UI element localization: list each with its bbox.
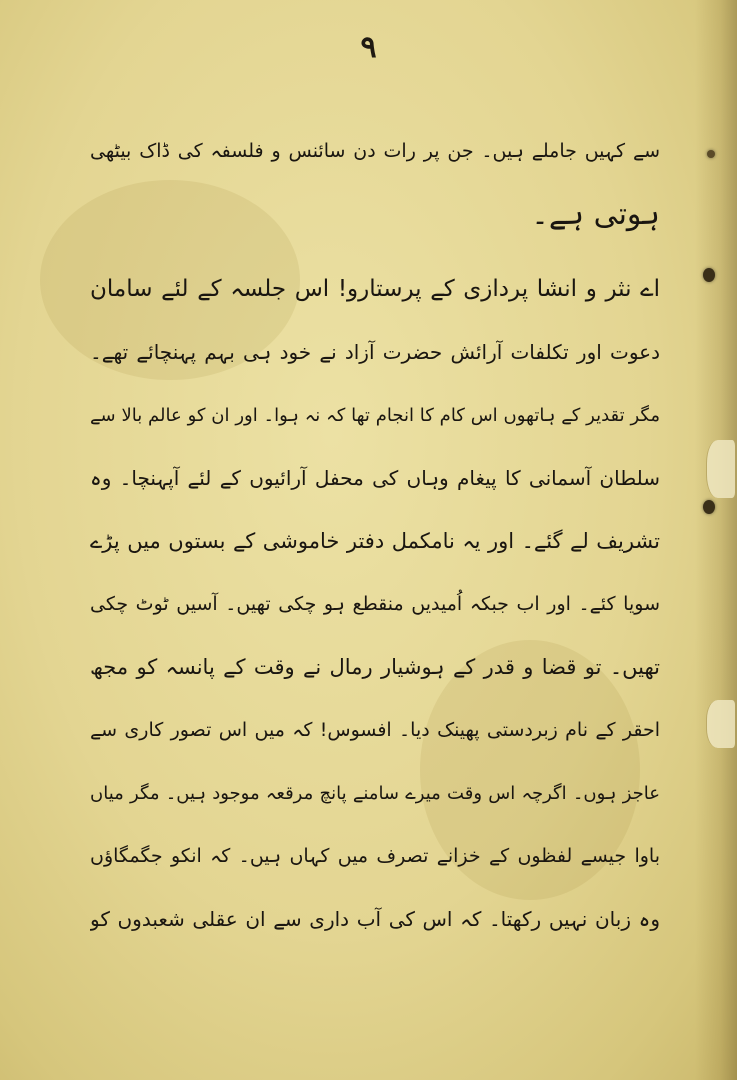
paper-tear <box>706 700 735 748</box>
text-line: سویا کئے۔ اور اب جبکہ اُمیدیں منقطع ہو چکی تھیں۔ آسیں ٹوٹ چکی <box>90 593 660 615</box>
binding-hole <box>707 150 715 158</box>
text-line: تھیں۔ تو قضا و قدر کے ہوشیار رمال نے وقت کے پانسہ کو مجھ <box>90 655 660 679</box>
page-number: ۹ <box>360 30 377 65</box>
page-binding-edge <box>695 0 737 1080</box>
text-line: وہ زبان نہیں رکھتا۔ کہ اس کی آب داری سے ان عقلی شعبدوں کو <box>90 907 660 931</box>
text-line: تشریف لے گئے۔ اور یہ نامکمل دفتر خاموشی کے بستوں میں پڑے <box>90 529 660 553</box>
paper-tear <box>706 440 735 498</box>
text-line: سے کہیں جاملے ہیں۔ جن پر رات دن سائنس و فلسفہ کی ڈاک بیٹھی <box>90 140 660 162</box>
text-line: دعوت اور تکلفات آرائش حضرت آزاد نے خود ہی بہم پہنچائے تھے۔ <box>90 340 660 364</box>
text-line: باوا جیسے لفظوں کے خزانے تصرف میں کہاں ہیں۔ کہ انکو جگمگاؤں <box>90 845 660 867</box>
text-line: عاجز ہوں۔ اگرچہ اس وقت میرے سامنے پانچ مرقعہ موجود ہیں۔ مگر میاں <box>90 783 660 804</box>
binding-hole <box>703 500 715 514</box>
binding-hole <box>703 268 715 282</box>
text-line: اے نثر و انشا پردازی کے پرستارو! اس جلسہ کے لئے سامان <box>90 276 660 302</box>
text-line: ہوتی ہے۔ <box>531 197 660 232</box>
text-line: احقر کے نام زبردستی پھینک دیا۔ افسوس! کہ میں اس تصور کاری سے <box>90 719 660 741</box>
text-line: سلطان آسمانی کا پیغام وہاں کی محفل آرائیوں کے لئے آپہنچا۔ وہ <box>90 466 660 490</box>
body-text <box>90 120 660 951</box>
text-line: مگر تقدیر کے ہاتھوں اس کام کا انجام تھا کہ نہ ہوا۔ اور ان کو عالم بالا سے <box>90 405 660 426</box>
